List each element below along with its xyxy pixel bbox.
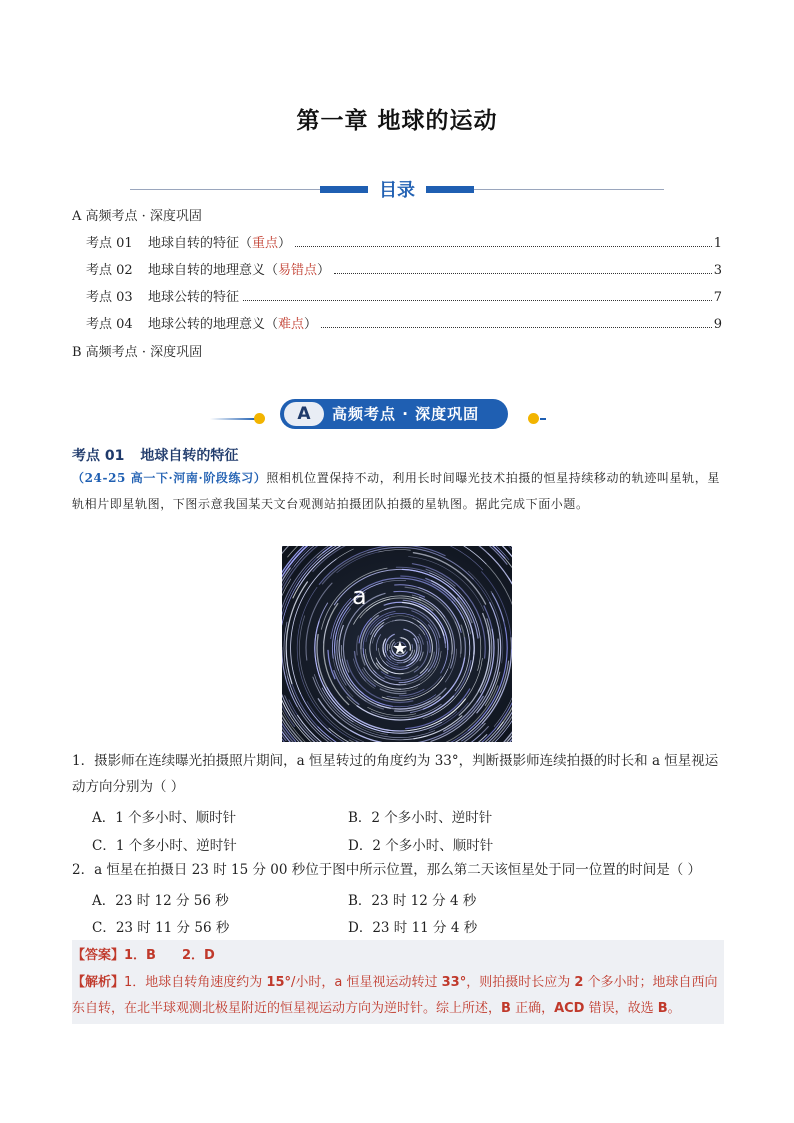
banner-line-right xyxy=(540,418,546,420)
toc-item-name: 地球公转的地理意义 xyxy=(148,317,266,332)
analysis-part: ，则拍摄时长应为 xyxy=(466,975,575,990)
analysis-part: 个多小时；地球自西向东自转，在北半球观测北极星附近的恒星视运动方向为逆时针。综上所述， xyxy=(72,975,718,1016)
question-2-stem: 2．a 恒星在拍摄日 23 时 15 分 00 秒位于图中所示位置，那么第二天该恒星处于同一位置的时间是（ ） xyxy=(72,862,702,878)
section-pill xyxy=(280,399,508,429)
toc-banner xyxy=(130,176,664,200)
question-1-stem: 1．摄影师在连续曝光拍摄照片期间，a 恒星转过的角度约为 33°，判断摄影师连续拍摄的时长和 a 恒星视运动方向分别为（ ） xyxy=(72,753,719,795)
question-source: （24-25 高一下·河南·阶段练习） xyxy=(72,471,267,485)
keypoint-heading xyxy=(72,445,238,465)
toc-item-name: 地球自转的特征 xyxy=(148,236,240,251)
toc-paren-open: （ xyxy=(239,236,253,251)
star-trail-svg xyxy=(282,546,512,742)
analysis-part: 。 xyxy=(667,1001,681,1016)
toc-item-tag: 难点 xyxy=(278,317,305,332)
answer-2: 2．D xyxy=(181,948,215,963)
star-trail-arc xyxy=(412,645,413,649)
q2-option-d[interactable]: D．23 时 11 分 4 秒 xyxy=(348,920,478,936)
toc-item-03[interactable] xyxy=(86,286,722,304)
q2-option-b[interactable]: B．23 时 12 分 4 秒 xyxy=(348,893,477,909)
toc-item-code: 考点 04 xyxy=(86,317,133,332)
keypoint-name: 地球自转的特征 xyxy=(140,448,239,464)
q2-option-a[interactable]: A．23 时 12 分 56 秒 xyxy=(92,893,229,909)
toc-paren-close: ） xyxy=(317,263,331,278)
analysis-part: 正确， xyxy=(510,1001,555,1016)
q2-option-c[interactable]: C．23 时 11 分 56 秒 xyxy=(92,920,230,936)
analysis-part: 错误，故选 xyxy=(584,1001,658,1016)
keypoint-code: 考点 01 xyxy=(72,448,125,464)
toc-item-tag: 重点 xyxy=(252,236,279,251)
toc-leader-dots xyxy=(334,272,712,274)
toc-item-page: 1 xyxy=(713,236,722,251)
star-a-label: a xyxy=(352,582,367,610)
q1-option-a[interactable]: A．1 个多小时、顺时针 xyxy=(92,810,237,826)
toc-item-page: 7 xyxy=(713,290,722,305)
q1-option-d[interactable]: D．2 个多小时、顺时针 xyxy=(348,838,494,854)
toc-item-01[interactable] xyxy=(86,232,722,250)
toc-item-code: 考点 01 xyxy=(86,236,133,251)
section-banner xyxy=(210,396,546,434)
section-banner-text: 高频考点 · 深度巩固 xyxy=(332,405,480,423)
analysis-highlight: 15° xyxy=(266,975,292,990)
toc-leader-dots xyxy=(295,245,712,247)
answer-label: 【答案】 xyxy=(72,948,125,963)
analysis-label: 【解析】 xyxy=(72,975,125,990)
toc-leader-dots xyxy=(243,299,712,301)
toc-item-name: 地球自转的地理意义 xyxy=(148,263,266,278)
toc-paren-close: ） xyxy=(304,317,318,332)
banner-dot-left xyxy=(254,413,265,424)
answer-line xyxy=(72,944,215,963)
toc-section-a[interactable]: A 高频考点 · 深度巩固 xyxy=(72,209,202,224)
analysis-highlight: ACD xyxy=(554,1001,585,1016)
answer-1: 1．B xyxy=(124,948,156,963)
toc-item-page: 9 xyxy=(713,317,722,332)
toc-section-b[interactable]: B 高频考点 · 深度巩固 xyxy=(72,345,203,360)
toc-item-04[interactable] xyxy=(86,313,722,331)
toc-paren-open: （ xyxy=(265,263,279,278)
banner-line-left xyxy=(210,418,256,420)
analysis-part: /小时，a 恒星视运动转过 xyxy=(291,975,442,990)
analysis-part: 1．地球自转角速度约为 xyxy=(124,975,267,990)
toc-item-02[interactable] xyxy=(86,259,722,277)
q1-option-b[interactable]: B．2 个多小时、逆时针 xyxy=(348,810,493,826)
section-letter-badge: A xyxy=(284,402,324,426)
page-title: 第一章 地球的运动 xyxy=(296,108,498,134)
toc-item-tag: 易错点 xyxy=(278,263,318,278)
question-intro xyxy=(72,465,722,517)
analysis-highlight: 33° xyxy=(441,975,467,990)
toc-item-page: 3 xyxy=(713,263,722,278)
toc-paren-open: （ xyxy=(265,317,279,332)
q1-option-c[interactable]: C．1 个多小时、逆时针 xyxy=(92,838,237,854)
pole-star-icon: ★ xyxy=(391,638,409,659)
star-trail-image xyxy=(282,546,512,742)
intro-text: 照相机位置保持不动，利用长时间曝光技术拍摄的恒星持续移动的轨迹叫星轨，星轨相片即星轨图，下图示意我国某天文台观测站拍摄团队拍摄的星轨图。据此完成下面小题。 xyxy=(72,471,720,511)
analysis-highlight: 2 xyxy=(574,975,584,990)
toc-item-code: 考点 03 xyxy=(86,290,133,305)
analysis-highlight: B xyxy=(501,1001,511,1016)
toc-paren-close: ） xyxy=(278,236,292,251)
toc-item-name: 地球公转的特征 xyxy=(148,290,240,305)
toc-heading: 目录 xyxy=(368,176,426,202)
analysis-highlight: B xyxy=(657,1001,668,1016)
toc-item-code: 考点 02 xyxy=(86,263,133,278)
analysis-text xyxy=(72,970,724,1022)
toc-leader-dots xyxy=(321,326,712,328)
banner-dot-right xyxy=(528,413,539,424)
